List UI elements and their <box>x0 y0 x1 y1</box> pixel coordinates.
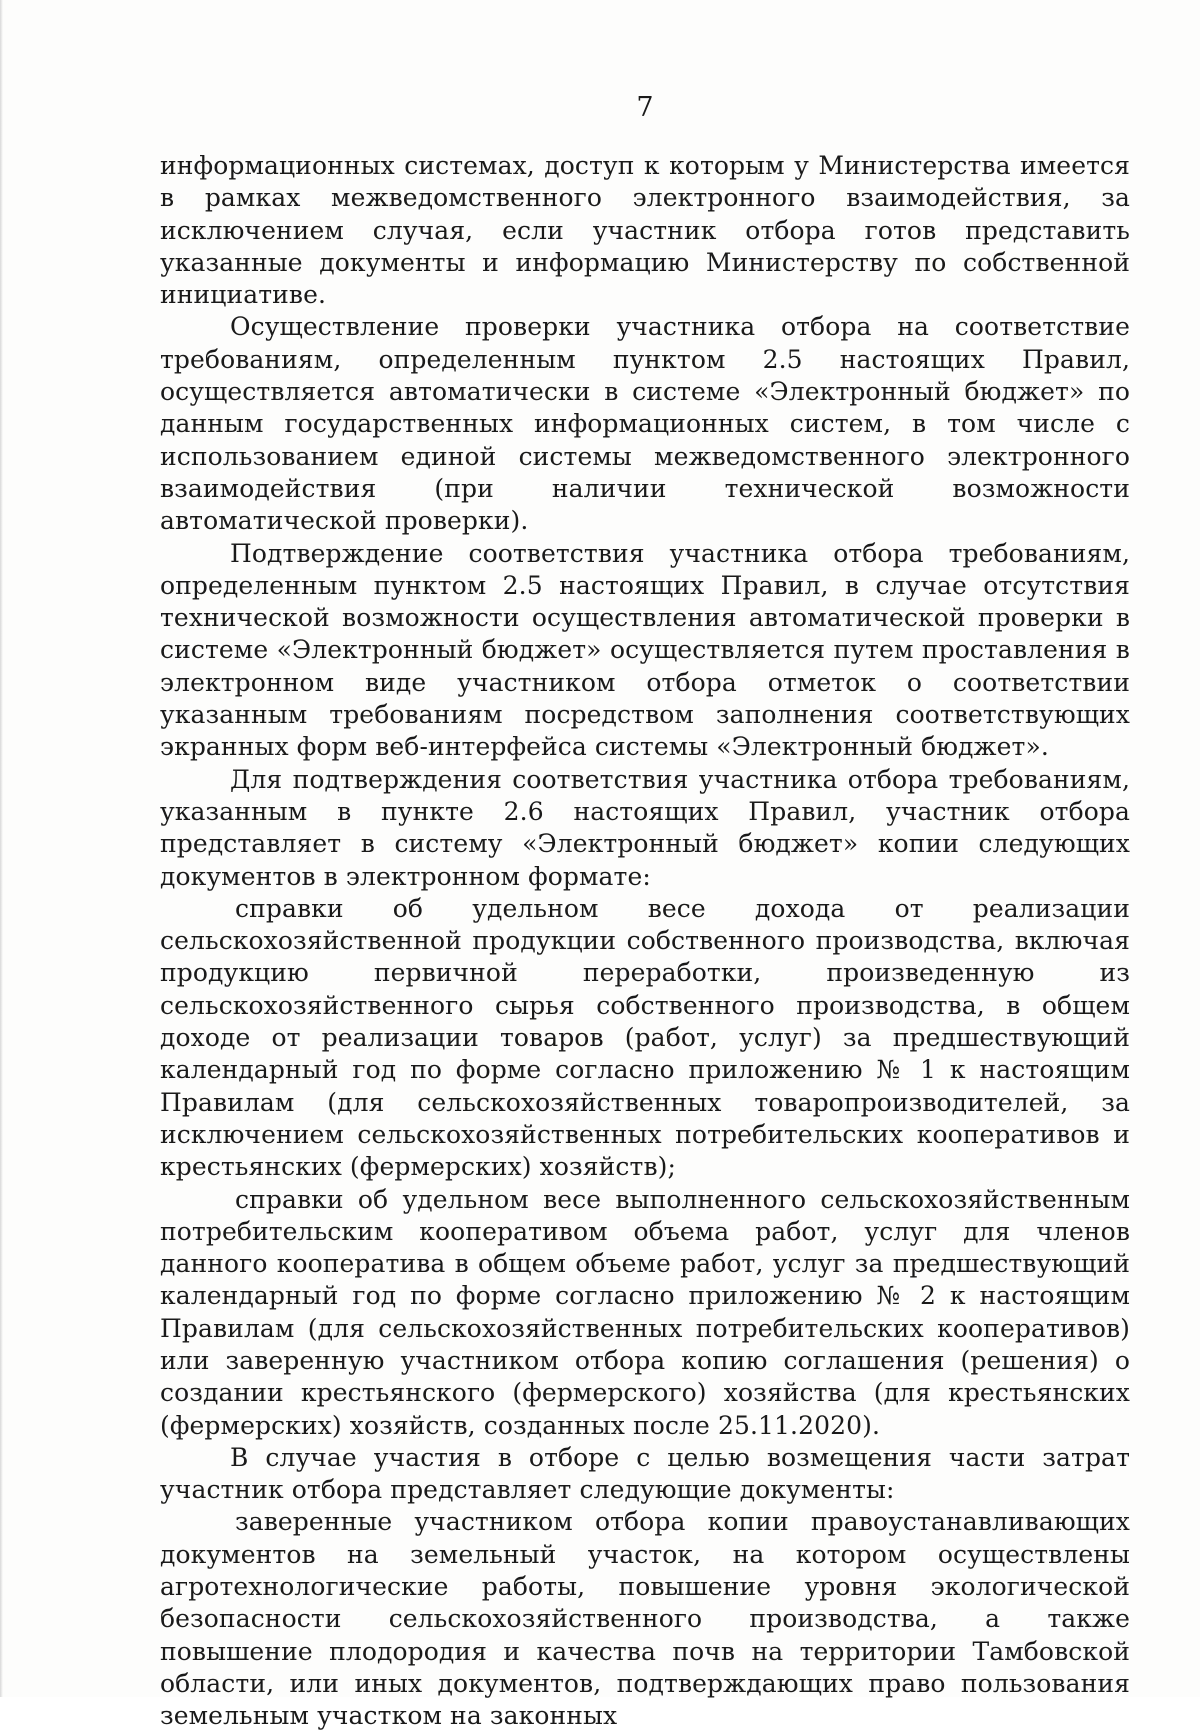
scan-edge <box>0 0 3 1697</box>
document-body <box>160 150 1130 1733</box>
list-item-cooperative-certificate: справки об удельном весе выполненного сельскохозяйственным потребительским кооперативом объема работ, услуг для членов данного кооператива в общем объеме работ, услуг за предшествующий календарный год по форме согласно приложению № 2 к настоящим Правилам (для сельскохозяйственных потребительских кооперативов) или заверенную участником отбора копию соглашения (решения) о создании крестьянского (фермерского) хозяйства (для крестьянских (фермерских) хозяйств, созданных после 25.11.2020). <box>160 1184 1130 1440</box>
page-number: 7 <box>636 92 654 123</box>
paragraph-confirmation: Подтверждение соответствия участника отбора требованиям, определенным пунктом 2.5 настоящих Правил, в случае отсутствия технической возможности осуществления автоматической проверки в системе «Электронный бюджет» осуществляется путем проставления в электронном виде участником отбора отметок о соответствии указанным требованиям посредством заполнения соответствующих экранных форм веб-интерфейса системы «Электронный бюджет». <box>160 538 1130 762</box>
paragraph-automatic-check: Осуществление проверки участника отбора на соответствие требованиям, определенным пунктом 2.5 настоящих Правил, осуществляется автоматически в системе «Электронный бюджет» по данным государственных информационных систем, в том числе с использованием единой системы межведомственного электронного взаимодействия (при наличии технической возможности автоматической проверки). <box>160 312 1130 536</box>
paragraph-cost-reimbursement: В случае участия в отборе с целью возмещения части затрат участник отбора представляет следующие документы: <box>160 1442 1130 1505</box>
paragraph-documents-intro: Для подтверждения соответствия участника отбора требованиям, указанным в пункте 2.6 настоящих Правил, участник отбора представляет в систему «Электронный бюджет» копии следующих документов в электронном формате: <box>160 764 1130 891</box>
paragraph-continuation: информационных системах, доступ к которым у Министерства имеется в рамках межведомственного электронного взаимодействия, за исключением случая, если участник отбора готов представить указанные документы и информацию Министерству по собственной инициативе. <box>160 151 1130 310</box>
list-item-income-certificate: справки об удельном весе дохода от реализации сельскохозяйственной продукции собственного производства, включая продукцию первичной переработки, произведенную из сельскохозяйственного сырья собственного производства, в общем доходе от реализации товаров (работ, услуг) за предшествующий календарный год по форме согласно приложению № 1 к настоящим Правилам (для сельскохозяйственных товаропроизводителей, за исключением сельскохозяйственных потребительских кооперативов и крестьянских (фермерских) хозяйств); <box>160 893 1130 1182</box>
list-item-land-documents: заверенные участником отбора копии правоустанавливающих документов на земельный участок, на котором осуществлены агротехнологические работы, повышение уровня экологической безопасности сельскохозяйственного производства, а также повышение плодородия и качества почв на территории Тамбовской области, или иных документов, подтверждающих право пользования земельным участком на законных <box>160 1507 1130 1731</box>
